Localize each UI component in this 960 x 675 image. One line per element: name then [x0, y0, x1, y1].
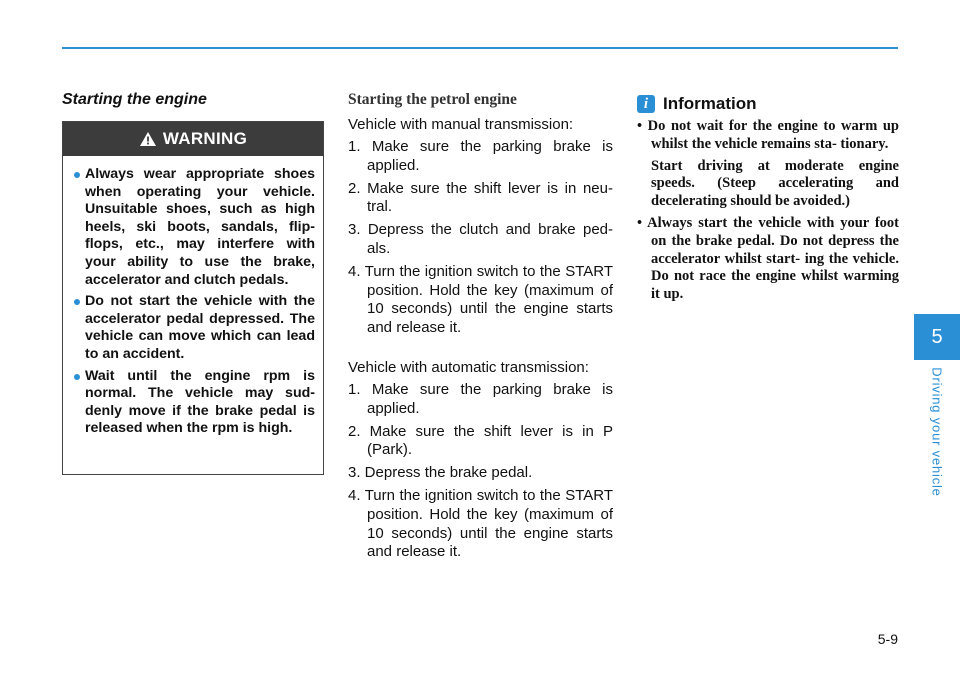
warning-item: Always wear appropriate shoes when operating your vehicle. Unsuitable shoes, such as high heels, ski boots, sandals, flip-flops, etc., may interfere with your ability to use the brake, accelerator and clutch pedals. — [85, 166, 315, 289]
info-icon: i — [637, 95, 655, 113]
information-section — [637, 94, 899, 308]
auto-steps — [348, 381, 613, 562]
information-list — [637, 118, 899, 304]
manual-step: 1. Make sure the parking brake is applied. — [348, 138, 613, 174]
manual-step: 3. Depress the clutch and brake ped- als. — [348, 221, 613, 257]
bullet-icon — [74, 374, 80, 380]
warning-item: Do not start the vehicle with the accelerator pedal depressed. The vehicle can move which can lead to an accident. — [85, 293, 315, 363]
auto-step: 4. Turn the ignition switch to the START position. Hold the key (maximum of 10 seconds) until the engine starts and release it. — [348, 486, 613, 561]
information-item: • Always start the vehicle with your foot on the brake pedal. Do not depress the accelerator whilst start- ing the vehicle. Do not race the engine whilst warming it up. — [637, 214, 899, 303]
petrol-engine-title: Starting the petrol engine — [348, 91, 517, 108]
header-rule — [62, 47, 898, 49]
petrol-engine-section — [348, 91, 613, 566]
manual-lead: Vehicle with manual transmission: — [348, 116, 574, 133]
auto-step: 3. Depress the brake pedal. — [348, 464, 533, 482]
information-header — [637, 94, 899, 114]
chapter-label: Driving your vehicle — [929, 367, 945, 497]
warning-item: Wait until the engine rpm is normal. The vehicle may sud- denly move if the brake pedal is released when the rpm is high. — [85, 368, 315, 438]
auto-step: 2. Make sure the shift lever is in P (Park). — [348, 422, 613, 459]
page-number: 5-9 — [877, 631, 898, 647]
auto-step: 1. Make sure the parking brake is applied. — [348, 380, 613, 417]
warning-header — [63, 122, 323, 156]
chapter-tab[interactable]: 5 — [914, 314, 960, 360]
manual-step: 4. Turn the ignition switch to the START position. Hold the key (maximum of 10 seconds) until the engine starts and release it. — [348, 262, 613, 337]
bullet-icon — [74, 172, 80, 178]
spacer — [348, 342, 613, 358]
warning-list — [63, 156, 323, 438]
warning-label: WARNING — [162, 129, 248, 148]
information-item: • Do not wait for the engine to warm up whilst the vehicle remains sta- tionary. Start driving at moderate engine speeds. (Steep accelerating and decelerating should be avoided.) — [637, 118, 899, 210]
section-title: Starting the engine — [62, 91, 207, 108]
warning-triangle-icon — [139, 131, 157, 147]
auto-lead: Vehicle with automatic transmission: — [348, 358, 589, 376]
warning-box — [62, 121, 324, 475]
manual-steps — [348, 138, 613, 338]
bullet-icon — [74, 299, 80, 305]
information-title: Information — [663, 94, 757, 113]
manual-step: 2. Make sure the shift lever is in neu- tral. — [348, 179, 613, 216]
